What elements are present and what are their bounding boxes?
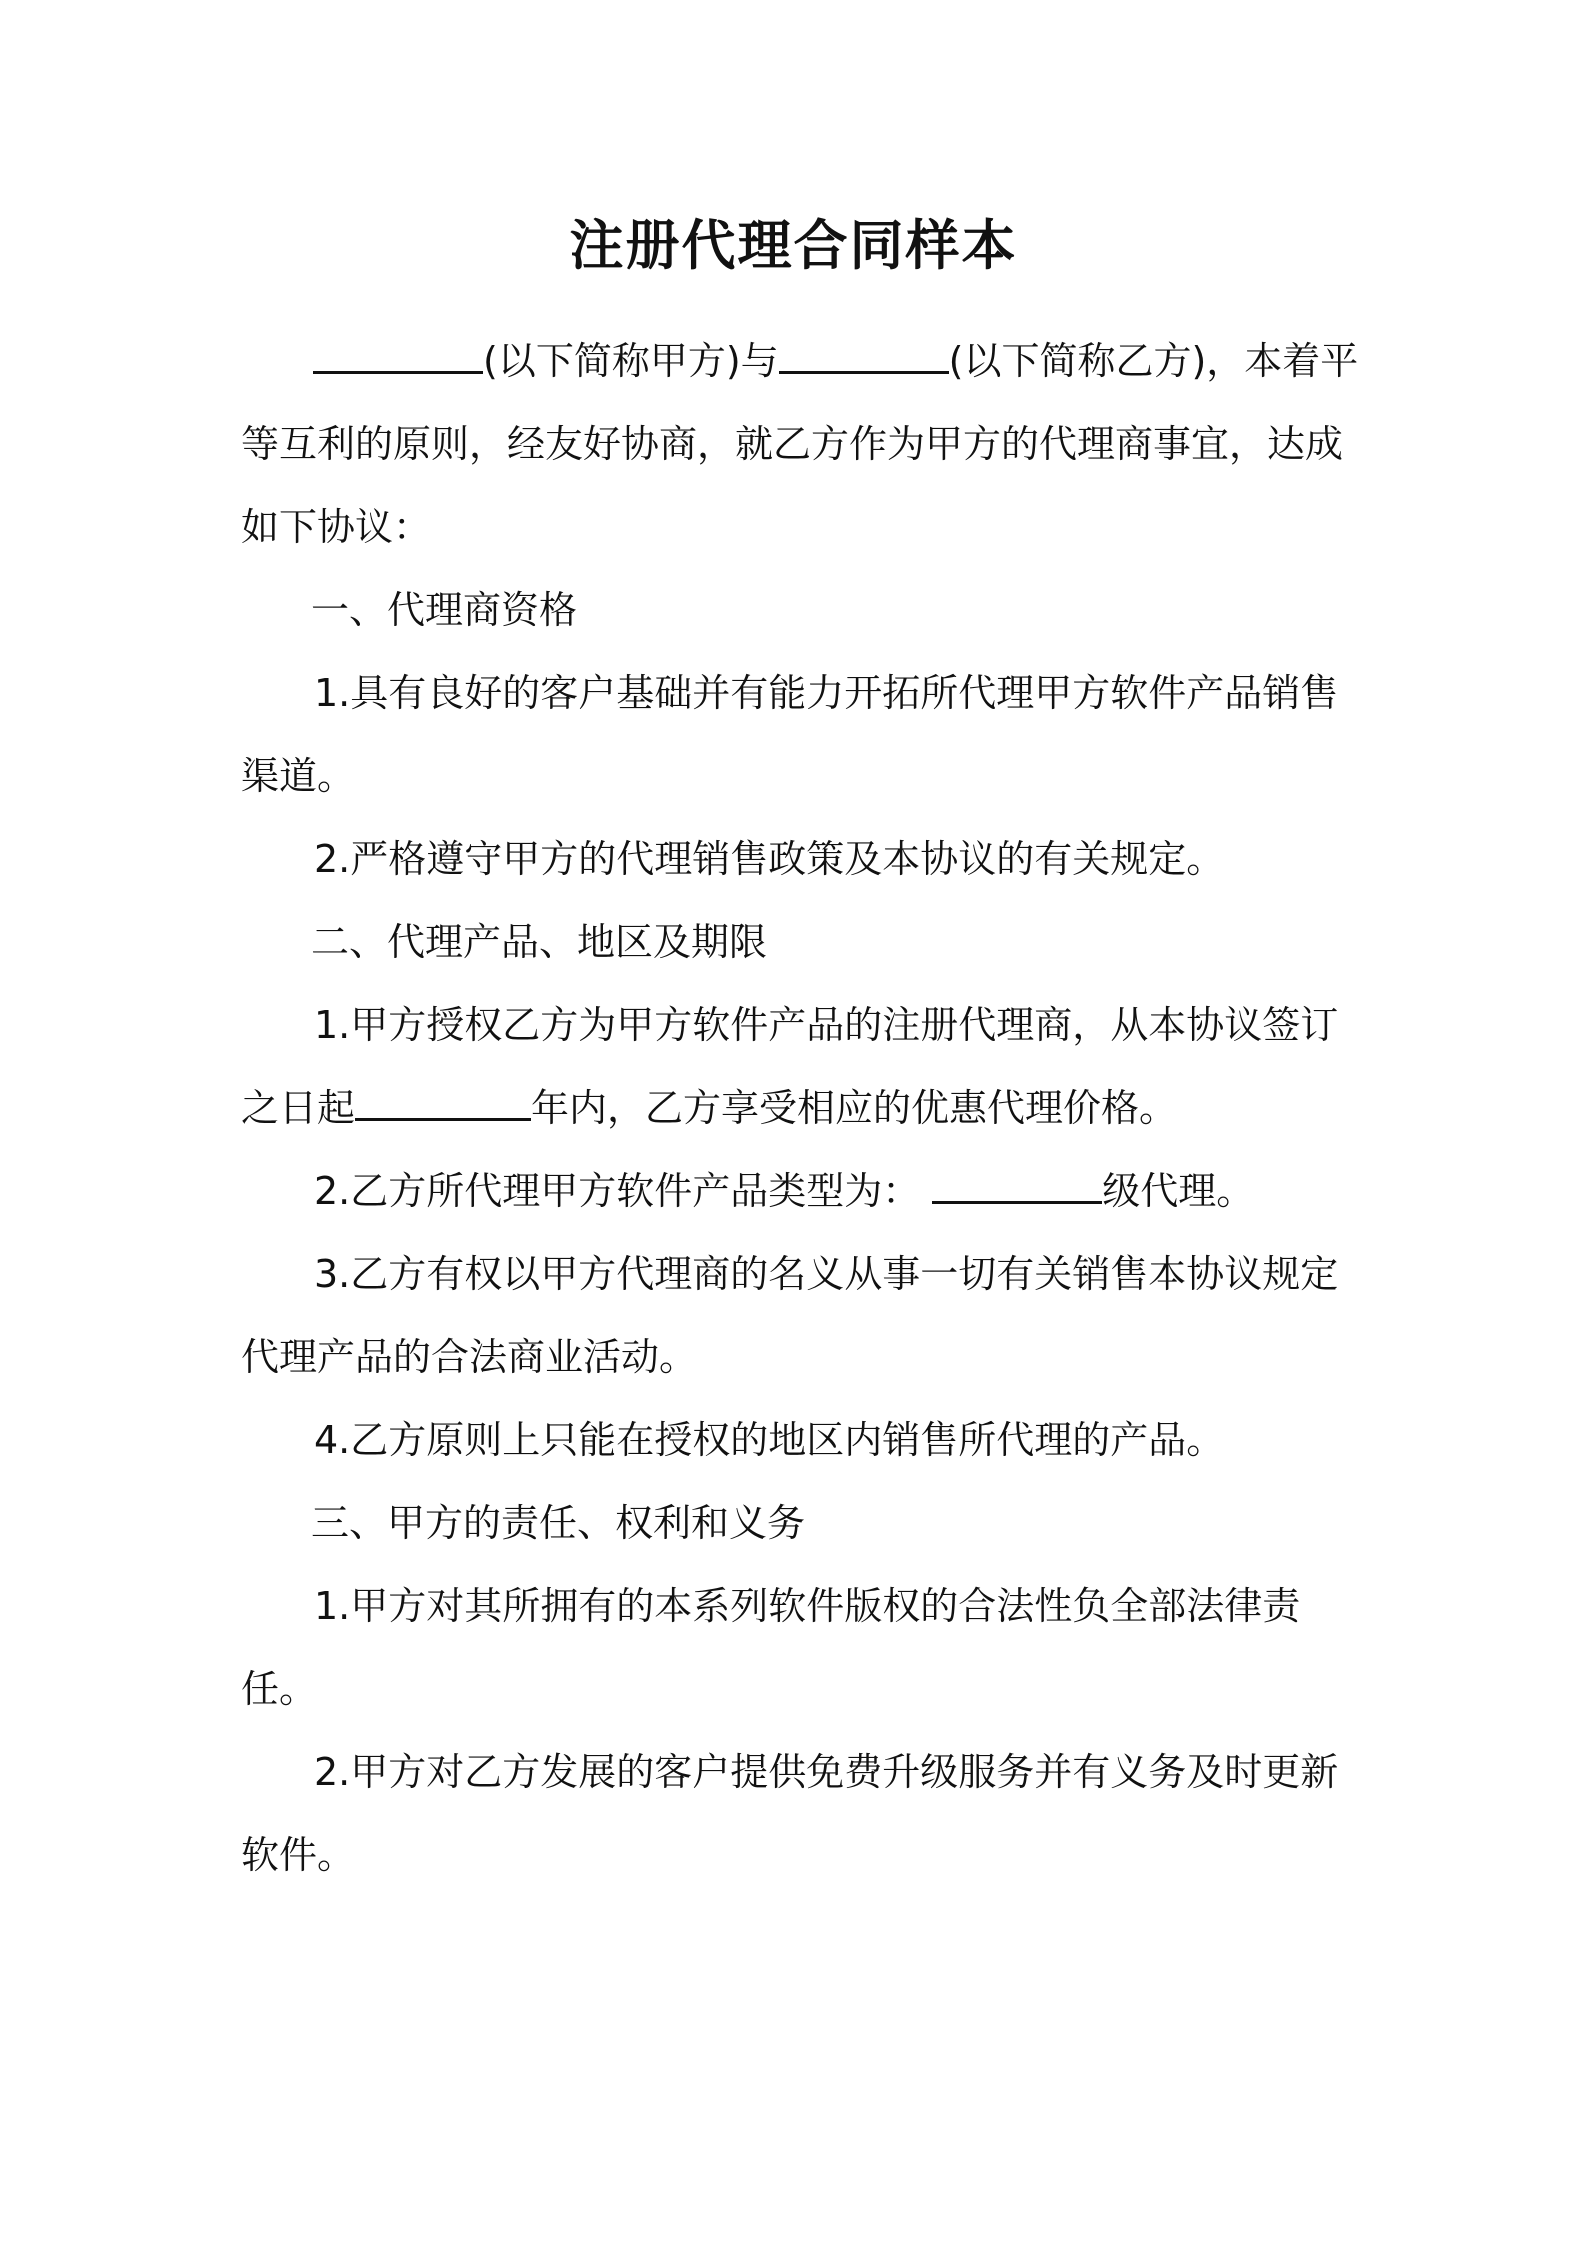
section-2-item-3-line-2: 代理产品的合法商业活动。 (241, 1335, 698, 1379)
intro-part-2: (以下简称乙方)，本着平 (948, 339, 1359, 383)
agency-level-blank (932, 1157, 1102, 1204)
section-2-item-2-a: 2.乙方所代理甲方软件产品类型为： (314, 1169, 921, 1213)
section-3-item-2-line-1: 2.甲方对乙方发展的客户提供免费升级服务并有义务及时更新 (314, 1750, 1339, 1794)
section-2-heading: 二、代理产品、地区及期限 (311, 920, 768, 964)
section-2-item-3-line-1: 3.乙方有权以甲方代理商的名义从事一切有关销售本协议规定 (314, 1252, 1339, 1296)
document-title: 注册代理合同样本 (569, 213, 1018, 277)
section-3-item-1-line-2: 任。 (241, 1667, 318, 1711)
intro-line-2: 等互利的原则，经友好协商，就乙方作为甲方的代理商事宜，达成 (241, 422, 1344, 466)
intro-part-1: (以下简称甲方)与 (483, 339, 779, 383)
section-2-item-1-line-1: 1.甲方授权乙方为甲方软件产品的注册代理商，从本协议签订 (314, 1003, 1339, 1047)
section-2-item-1-line-2 (241, 1067, 1356, 1150)
section-2-item-4: 4.乙方原则上只能在授权的地区内销售所代理的产品。 (314, 1418, 1225, 1462)
section-2-item-2 (241, 1150, 1356, 1233)
party-a-blank (313, 327, 483, 374)
section-2-item-2-b: 级代理。 (1102, 1169, 1255, 1213)
intro-line-1 (241, 320, 1359, 403)
section-1-heading: 一、代理商资格 (311, 588, 578, 632)
document-body (241, 320, 1359, 1897)
section-2-item-1-line-2-a: 之日起 (241, 1086, 356, 1130)
section-1-item-1-line-1: 1.具有良好的客户基础并有能力开拓所代理甲方软件产品销售 (314, 671, 1339, 715)
section-2-item-1-line-2-b: 年内，乙方享受相应的优惠代理价格。 (531, 1086, 1178, 1130)
section-1-item-1-line-2: 渠道。 (241, 754, 356, 798)
intro-line-3: 如下协议： (241, 505, 432, 549)
section-3-item-2-line-2: 软件。 (241, 1833, 356, 1877)
party-b-blank (779, 327, 949, 374)
section-1-item-2: 2.严格遵守甲方的代理销售政策及本协议的有关规定。 (314, 837, 1225, 881)
section-3-item-1-line-1: 1.甲方对其所拥有的本系列软件版权的合法性负全部法律责 (314, 1584, 1301, 1628)
section-3-heading: 三、甲方的责任、权利和义务 (311, 1501, 806, 1545)
years-blank (355, 1074, 531, 1121)
